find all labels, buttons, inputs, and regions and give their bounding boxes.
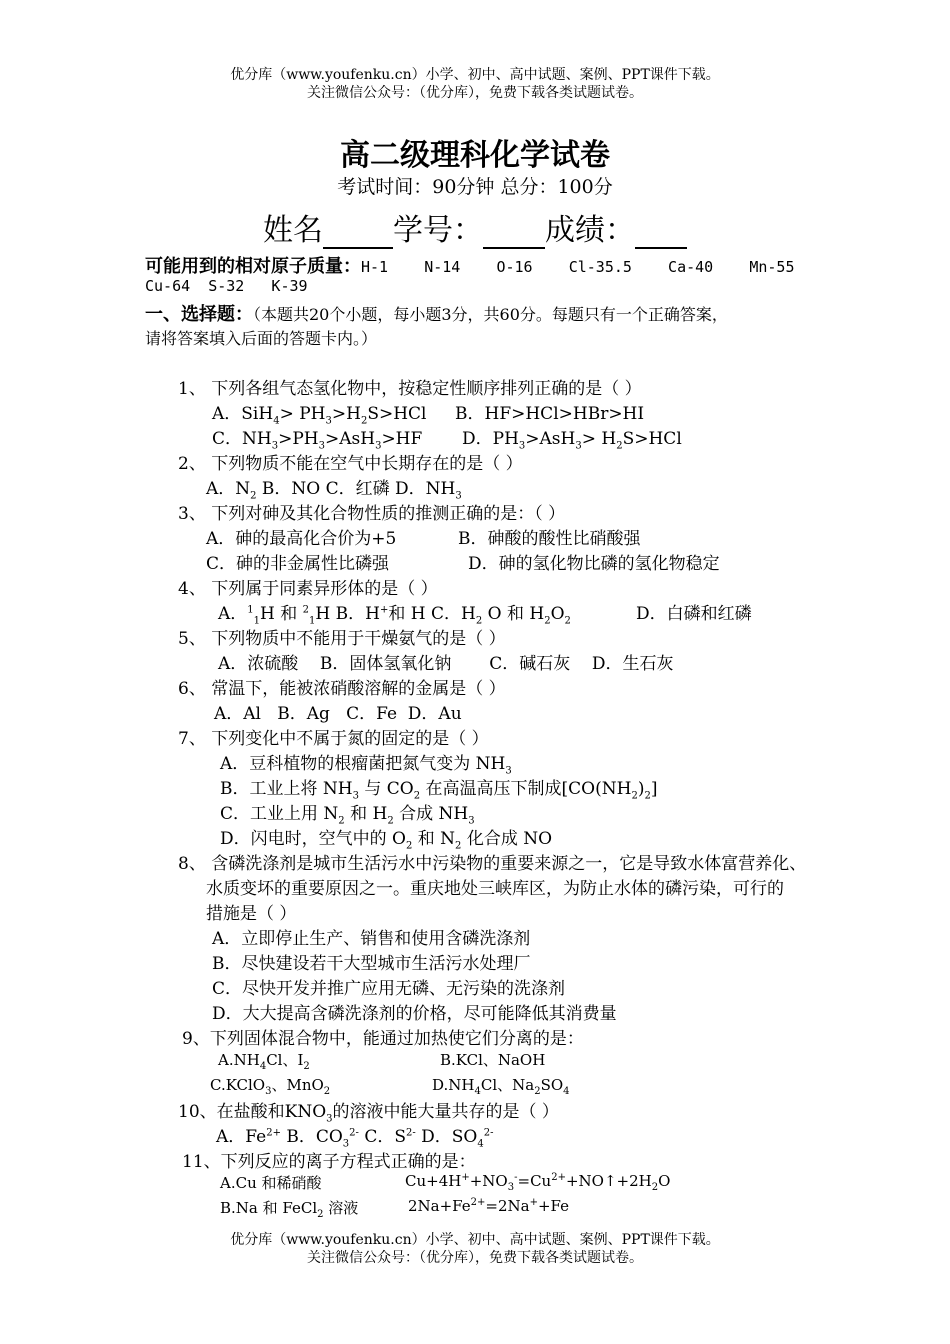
question-8-stem-1: 8、 含磷洗涤剂是城市生活污水中污染物的重要来源之一，它是导致水体富营养化、: [178, 854, 807, 874]
question-6-stem: 6、 常温下，能被浓硝酸溶解的金属是（ ）: [178, 679, 506, 699]
section-1-desc-2: 请将答案填入后面的答题卡内。）: [145, 329, 378, 348]
question-7-stem: 7、 下列变化中不属于氮的固定的是（ ）: [178, 729, 489, 749]
question-7-option-b[interactable]: B．工业上将 $NH_3$ 与 $CO_2$ 在高温高压下制成$[CO(NH_2)_2]$: [220, 779, 658, 802]
id-label: 学号：: [393, 213, 483, 248]
atomic-mass-values-2: Cu-64 S-32 K-39: [145, 277, 308, 295]
atomic-mass-line-1: [145, 252, 794, 278]
question-6-options[interactable]: A．Al B．Ag C．Fe D．Au: [214, 704, 462, 724]
question-9-stem: 9、下列固体混合物中，能通过加热使它们分离的是：: [182, 1029, 584, 1049]
section-1-desc-1: （本题共20个小题，每小题3分，共60分。每题只有一个正确答案，: [253, 305, 728, 324]
question-11-option-b-label[interactable]: B.Na 和 FeCl$_2$ 溶液: [220, 1199, 359, 1220]
question-10-options[interactable]: A．$Fe^{2+}$ B．$CO_3^{2-}$ C．$S^{2-}$ D．$SO_4^{2-}$: [216, 1127, 494, 1150]
question-1-stem: 1、 下列各组气态氢化物中，按稳定性顺序排列正确的是（ ）: [178, 379, 642, 399]
score-blank[interactable]: [635, 217, 687, 249]
footer-line-1: 优分库（www.youfenku.cn）小学、初中、高中试题、案例、PPT课件下载。: [230, 1232, 720, 1248]
page-title: 高二级理科化学试卷: [340, 138, 610, 173]
header-line-2: 关注微信公众号：（优分库），免费下载各类试题试卷。: [307, 85, 643, 101]
question-3-option-c[interactable]: C．砷的非金属性比磷强: [206, 554, 390, 574]
question-9-option-a[interactable]: $A.NH_4Cl$、$I_2$: [218, 1051, 310, 1072]
question-9-option-d[interactable]: $D.NH_4Cl$、$Na_2SO_4$: [432, 1076, 570, 1097]
question-3-option-a[interactable]: A．砷的最高化合价为+5: [206, 529, 397, 549]
section-1-header: [145, 300, 728, 326]
question-8-option-c[interactable]: C．尽快开发并推广应用无磷、无污染的洗涤剂: [212, 979, 566, 999]
question-1-option-b[interactable]: B．HF>HCl>HBr>HI: [455, 404, 645, 424]
section-1-label: 一、选择题：: [145, 304, 253, 325]
question-8-stem-3: 措施是（ ）: [206, 904, 297, 924]
question-3-option-d[interactable]: D．砷的氢化物比磷的氢化物稳定: [468, 554, 720, 574]
question-4-options-abc[interactable]: A．$^1_1$H 和 $^2_1$H B．H+和 H C．$H_2$ O 和 $H_2O_2$: [218, 604, 571, 627]
question-2-options[interactable]: A．$N_2$ B．NO C．红磷 D．$NH_3$: [206, 479, 462, 502]
name-label: 姓名: [263, 213, 323, 248]
question-11-stem: 11、下列反应的离子方程式正确的是：: [182, 1152, 476, 1172]
question-1-option-c[interactable]: C．$NH_3>PH_3>AsH_3>HF$: [212, 429, 423, 452]
question-8-option-d[interactable]: D．大大提高含磷洗涤剂的价格，尽可能降低其消费量: [212, 1004, 617, 1024]
question-7-option-a[interactable]: A．豆科植物的根瘤菌把氮气变为 $NH_3$: [220, 754, 512, 777]
atomic-mass-label: 可能用到的相对原子质量：: [145, 256, 361, 277]
question-1-option-d[interactable]: D．$PH_3>AsH_3> H_2S>HCl$: [462, 429, 682, 452]
question-4-stem: 4、 下列属于同素异形体的是（ ）: [178, 579, 438, 599]
question-11-option-a-label[interactable]: A.Cu 和稀硝酸: [220, 1174, 322, 1192]
question-5-options[interactable]: A．浓硫酸 B．固体氢氧化钠 C．碱石灰 D．生石灰: [218, 654, 674, 674]
atomic-mass-values-1: H-1 N-14 O-16 Cl-35.5 Ca-40 Mn-55: [361, 258, 795, 276]
question-10-stem: 10、在盐酸和$KNO_3$的溶液中能大量共存的是（ ）: [178, 1102, 559, 1125]
question-2-stem: 2、 下列物质不能在空气中长期存在的是（ ）: [178, 454, 523, 474]
footer-line-2: 关注微信公众号：（优分库），免费下载各类试题试卷。: [307, 1250, 643, 1266]
id-blank[interactable]: [483, 217, 545, 249]
header-line-1: 优分库（www.youfenku.cn）小学、初中、高中试题、案例、PPT课件下载。: [230, 67, 720, 83]
score-label: 成绩：: [545, 213, 635, 248]
question-11-option-b-eq: $2Na+Fe^{2+}=2Na^++Fe$: [408, 1197, 570, 1215]
question-8-stem-2: 水质变坏的重要原因之一。重庆地处三峡库区，为防止水体的磷污染，可行的: [206, 879, 784, 899]
question-11-option-a-eq: $Cu+4H^++NO_3^-=Cu^{2+}+NO↑+2H_2O$: [405, 1172, 671, 1193]
question-3-stem: 3、 下列对砷及其化合物性质的推测正确的是：（ ）: [178, 504, 566, 524]
question-7-option-c[interactable]: C．工业上用 $N_2$ 和 $H_2$ 合成 $NH_3$: [220, 804, 475, 827]
question-7-option-d[interactable]: D．闪电时，空气中的 $O_2$ 和 $N_2$ 化合成 NO: [220, 829, 553, 852]
name-blank[interactable]: [323, 217, 393, 249]
question-8-option-a[interactable]: A．立即停止生产、销售和使用含磷洗涤剂: [212, 929, 531, 949]
question-1-option-a[interactable]: A．$SiH_4> PH_3>H_2S>HCl$: [212, 404, 427, 427]
question-3-option-b[interactable]: B．砷酸的酸性比硝酸强: [458, 529, 641, 549]
question-9-option-b[interactable]: B.KCl、NaOH: [440, 1051, 546, 1069]
question-4-option-d[interactable]: D．白磷和红磷: [636, 604, 752, 624]
student-info-row: [0, 205, 950, 249]
question-9-option-c[interactable]: C.KClO$_3$、MnO$_2$: [210, 1076, 331, 1097]
exam-info: 考试时间：90分钟 总分：100分: [337, 176, 613, 198]
question-10-stem-a: 10、在盐酸和KNO: [178, 1102, 327, 1122]
question-10-stem-b: 的溶液中能大量共存的是（ ）: [332, 1102, 559, 1122]
question-8-option-b[interactable]: B．尽快建设若干大型城市生活污水处理厂: [212, 954, 531, 974]
question-5-stem: 5、 下列物质中不能用于干燥氨气的是（ ）: [178, 629, 506, 649]
